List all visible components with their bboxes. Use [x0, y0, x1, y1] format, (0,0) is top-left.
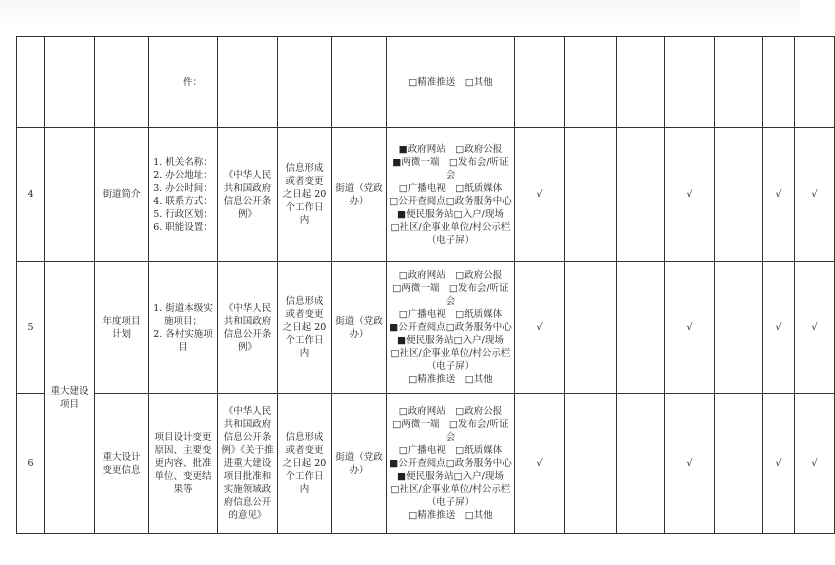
check-cell: √ [665, 394, 715, 534]
channel-line: □精准推送 □其他 [408, 510, 493, 521]
content-line: 2. 各村实施项目 [153, 328, 213, 353]
check-cell [715, 394, 763, 534]
subject-cell [332, 262, 387, 394]
channel-line: □广播电视 □纸质媒体 [398, 445, 503, 456]
content-cell [149, 37, 218, 128]
content-line: 2. 办公地址： [153, 169, 213, 181]
channel-line: ■便民服务站□入户/现场 [397, 335, 504, 346]
check-cell: √ [515, 128, 565, 262]
channel-line: □精准推送 □其他 [408, 374, 493, 385]
channels-cell [387, 262, 515, 394]
check-cell [665, 37, 715, 128]
deadline-text: 信息形成或者变更之日起 20 个工作日内 [282, 163, 327, 226]
content-line: 1. 街道本级实施项目； [153, 302, 213, 327]
check-cell [715, 262, 763, 394]
basis-cell [218, 394, 278, 534]
check-cell [715, 128, 763, 262]
check-cell [515, 37, 565, 128]
channel-line: （电子屏） [426, 497, 475, 508]
channel-line: □公开查阅点□政务服务中心 [389, 195, 512, 207]
table-row [17, 262, 835, 394]
item-name: 重大设计变更信息 [102, 451, 141, 476]
channels-cell [387, 128, 515, 262]
channel-line: 会 [445, 296, 456, 307]
index-cell: 5 [17, 262, 45, 394]
basis-text: 《中华人民共和国政府信息公开条例》 [223, 169, 272, 220]
channel-line: 会 [445, 432, 456, 443]
channel-line: ■两微一端 □发布会/听证 [392, 156, 509, 168]
check-cell: √ [515, 394, 565, 534]
channel-line: □广播电视 □纸质媒体 [398, 309, 503, 320]
subject-cell [332, 128, 387, 262]
channel-line: □两微一端 □发布会/听证 [392, 283, 509, 294]
channel-line: ■公开查阅点□政务服务中心 [389, 322, 512, 333]
deadline-cell [278, 128, 332, 262]
check-cell: √ [763, 394, 795, 534]
content-cell [149, 394, 218, 534]
category-cell [45, 262, 95, 534]
item-cell [95, 128, 149, 262]
table-row [17, 37, 835, 128]
item-cell [95, 394, 149, 534]
category-text: 重大建设项目 [50, 385, 89, 410]
check-cell [617, 128, 665, 262]
deadline-text: 信息形成或者变更之日起 20 个工作日内 [282, 296, 327, 359]
deadline-text: 信息形成或者变更之日起 20 个工作日内 [282, 432, 327, 495]
channel-line: ■便民服务站□入户/现场 [397, 471, 504, 482]
subject-text: 街道（党政办） [335, 182, 383, 207]
channel-line: ■政府网站 □政府公报 [398, 143, 503, 155]
channel-line: □社区/企事业单位/村公示栏 [390, 221, 511, 233]
channels-cell [387, 394, 515, 534]
basis-text: 《中华人民共和国政府信息公开条例》《关于推进重大建设项目批准和实施领域政府信息公开的意见》 [221, 406, 274, 521]
table-row [17, 394, 835, 534]
check-cell: √ [795, 262, 835, 394]
check-cell [715, 37, 763, 128]
check-cell: √ [515, 262, 565, 394]
content-cell [149, 262, 218, 394]
index-cell: 4 [17, 128, 45, 262]
item-cell [95, 37, 149, 128]
check-cell: √ [763, 262, 795, 394]
channel-line: □精准推送 □其他 [408, 76, 493, 88]
check-cell [617, 394, 665, 534]
content-cell [149, 128, 218, 262]
deadline-cell [278, 262, 332, 394]
channel-line: ■便民服务站□入户/现场 [397, 208, 504, 220]
basis-cell [218, 262, 278, 394]
check-cell: √ [665, 128, 715, 262]
check-cell [617, 37, 665, 128]
channel-line: □政府网站 □政府公报 [398, 270, 503, 281]
content-line: 3. 办公时间： [153, 182, 213, 194]
item-name: 年度项目计划 [102, 315, 141, 340]
subject-cell [332, 394, 387, 534]
basis-cell [218, 128, 278, 262]
deadline-cell [278, 394, 332, 534]
category-cell [45, 128, 95, 262]
content-line: 4. 联系方式： [153, 195, 213, 207]
deadline-cell [278, 37, 332, 128]
channel-line: □广播电视 □纸质媒体 [398, 182, 503, 194]
content-line: 1. 机关名称： [153, 156, 213, 168]
channel-line: □两微一端 □发布会/听证 [392, 419, 509, 430]
content-text: 件： [182, 76, 202, 88]
channel-line: （电子屏） [426, 361, 475, 372]
check-cell: √ [665, 262, 715, 394]
check-cell: √ [795, 394, 835, 534]
index-cell [17, 37, 45, 128]
content-line: 5. 行政区划： [153, 208, 213, 220]
check-cell [617, 262, 665, 394]
check-cell: √ [795, 128, 835, 262]
index-cell: 6 [17, 394, 45, 534]
check-cell [565, 394, 617, 534]
check-cell [565, 37, 617, 128]
channel-line: 会 [445, 169, 456, 181]
channels-cell [387, 37, 515, 128]
item-cell [95, 262, 149, 394]
subject-text: 街道（党政办） [335, 451, 383, 476]
check-cell: √ [763, 128, 795, 262]
channel-line: □政府网站 □政府公报 [398, 406, 503, 417]
content-text: 项目设计变更原因、主要变更内容、批准单位、变更结果等 [154, 432, 212, 495]
check-cell [565, 262, 617, 394]
check-cell [565, 128, 617, 262]
channel-line: ■公开查阅点□政务服务中心 [389, 458, 512, 469]
disclosure-table [16, 36, 835, 534]
channel-line: □社区/企事业单位/村公示栏 [390, 348, 511, 359]
table-row [17, 128, 835, 262]
subject-text: 街道（党政办） [335, 315, 383, 340]
content-line: 6. 职能设置： [153, 221, 213, 233]
category-cell [45, 37, 95, 128]
basis-text: 《中华人民共和国政府信息公开条例》 [223, 302, 272, 353]
subject-cell [332, 37, 387, 128]
check-cell [763, 37, 795, 128]
channel-line: （电子屏） [426, 234, 475, 246]
check-cell [795, 37, 835, 128]
item-name: 街道简介 [102, 189, 141, 200]
basis-cell [218, 37, 278, 128]
channel-line: □社区/企事业单位/村公示栏 [390, 484, 511, 495]
